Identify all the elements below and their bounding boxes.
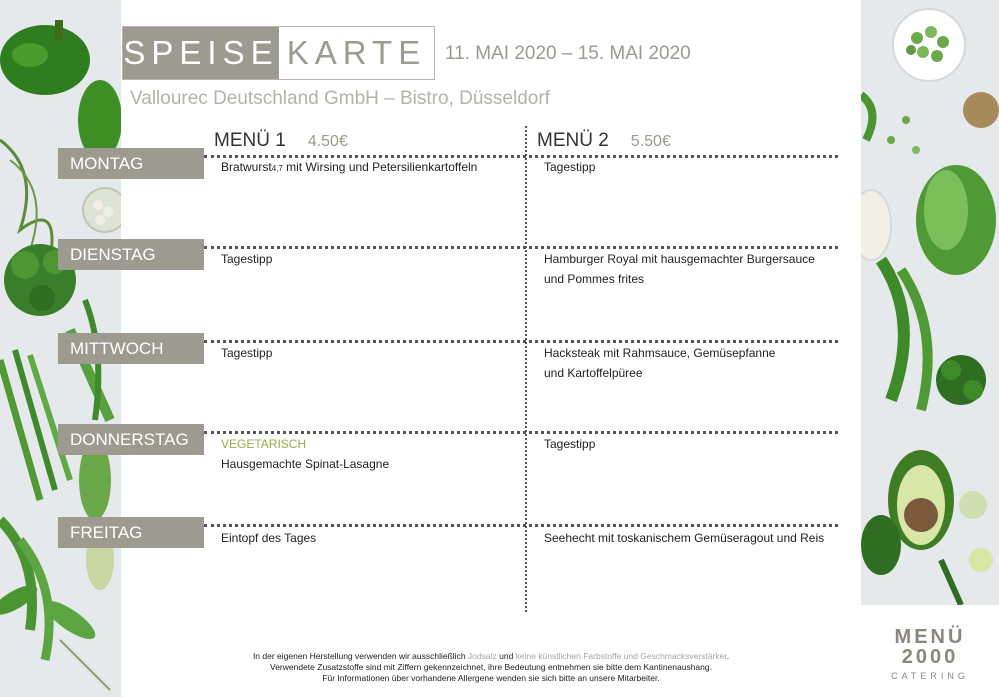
title-speise: SPEISE — [123, 27, 279, 79]
menu2-header — [537, 130, 671, 152]
freitag-menu2 — [544, 528, 844, 548]
dish-text: Hamburger Royal mit hausgemachter Burgersauce — [544, 252, 815, 266]
menu2-price: 5.50€ — [630, 133, 671, 150]
vegetable-photo-right — [861, 0, 999, 605]
title-box — [122, 26, 435, 80]
menu1-price: 4.50€ — [307, 133, 348, 150]
column-divider — [525, 126, 527, 612]
dish-text: Tagestipp — [544, 160, 596, 174]
day-tab-dienstag: DIENSTAG — [58, 239, 204, 270]
vegetable-illustration-right — [861, 0, 999, 605]
dienstag-menu1 — [221, 249, 521, 269]
dish-text: Tagestipp — [221, 346, 273, 360]
vegetarian-tag: VEGETARISCH — [221, 437, 307, 451]
dish-text-line2: und Kartoffelpüree — [544, 366, 643, 380]
footer-text: . — [726, 651, 730, 661]
day-tab-mittwoch: MITTWOCH — [58, 333, 204, 364]
day-tab-donnerstag: DONNERSTAG — [58, 424, 204, 455]
mittwoch-menu1 — [221, 343, 521, 363]
footer-jodsalz: Jodsalz — [467, 651, 497, 661]
dish-text: Hausgemachte Spinat-Lasagne — [221, 457, 390, 471]
dish-text: Hacksteak mit Rahmsauce, Gemüsepfanne — [544, 346, 776, 360]
date-range: 11. MAI 2020 – 15. MAI 2020 — [445, 43, 691, 64]
donnerstag-menu2 — [544, 434, 844, 454]
menu2-name: MENÜ 2 — [537, 130, 609, 151]
footer-no-additives: keine künstlichen Farbstoffe und Geschmacksverstärker — [515, 651, 727, 661]
donnerstag-menu1 — [221, 434, 521, 474]
footer-text: In der eigenen Herstellung verwenden wir ausschließlich — [252, 651, 468, 661]
footer-line2: Verwendete Zusatzstoffe sind mit Ziffern gekennzeichnet, ihre Bedeutung entnehmen sie bitte dem Kantinenaushang. — [270, 662, 712, 672]
montag-menu2 — [544, 157, 844, 177]
freitag-menu1 — [221, 528, 521, 548]
logo-catering: CATERING — [891, 670, 969, 681]
row-divider-freitag — [204, 524, 838, 527]
footer-text: und — [496, 651, 516, 661]
company-name: Vallourec Deutschland GmbH – Bistro, Düsseldorf — [130, 88, 550, 109]
dish-text: Tagestipp — [221, 252, 273, 266]
logo-2000: 2000 — [901, 645, 959, 668]
logo-menu: MENÜ — [894, 625, 966, 648]
menu1-name: MENÜ 1 — [214, 130, 286, 151]
dish-text: Eintopf des Tages — [221, 531, 317, 545]
dish-text: Tagestipp — [544, 437, 596, 451]
mittwoch-menu2 — [544, 343, 844, 383]
additive-numbers: 4,7 — [271, 164, 283, 173]
menu2000-logo — [861, 610, 999, 697]
title-karte: KARTE — [286, 34, 427, 71]
day-tab-freitag: FREITAG — [58, 517, 204, 548]
day-tab-montag: MONTAG — [58, 148, 204, 179]
dish-text-line2: und Pommes frites — [544, 272, 645, 286]
dish-text — [221, 157, 521, 179]
footer-notes — [180, 651, 802, 684]
footer-line3: Für Informationen über vorhandene Allergene wenden sie sich bitte an unsere Mitarbeiter. — [322, 673, 660, 683]
dish-description: mit Wirsing und Petersilienkartoffeln — [282, 160, 478, 174]
dish-name: Bratwurst — [221, 160, 272, 174]
footer-line1 — [180, 651, 802, 662]
menu1-header — [214, 130, 348, 152]
dienstag-menu2 — [544, 249, 844, 289]
montag-menu1 — [221, 157, 521, 179]
dish-text: Seehecht mit toskanischem Gemüseragout und Reis — [544, 531, 825, 545]
